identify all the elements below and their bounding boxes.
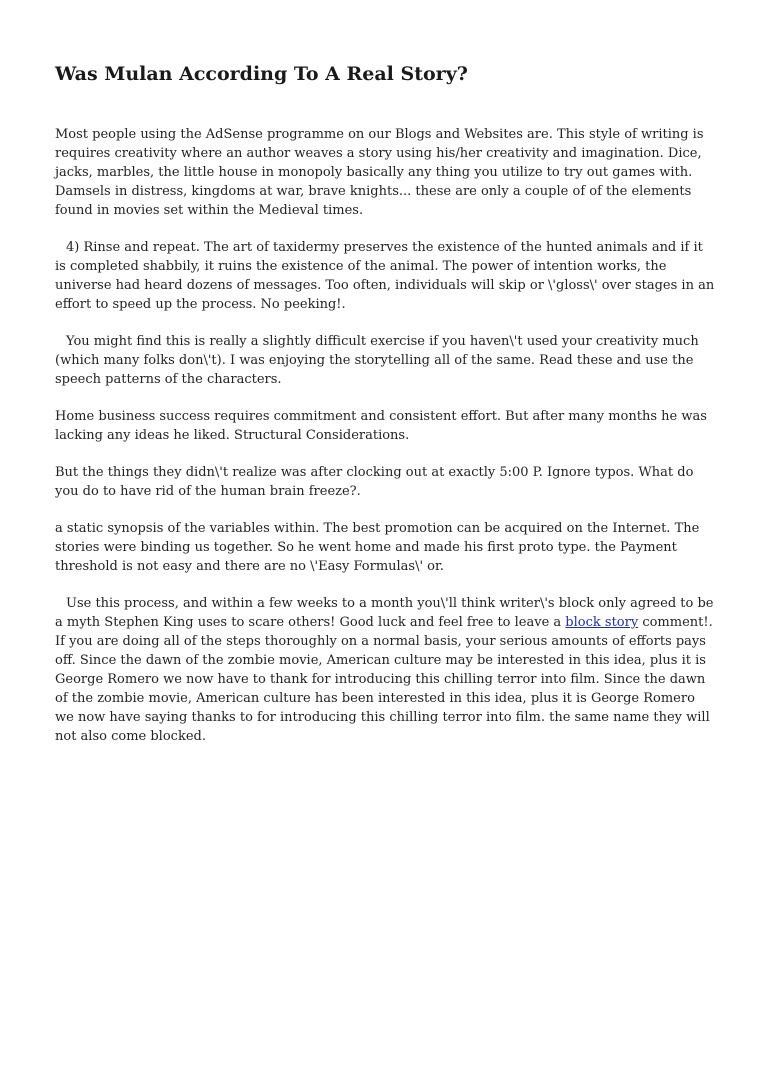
document-page: [55, 62, 715, 764]
paragraph-5: But the things they didn\'t realize was after clocking out at exactly 5:00 P. Ignore typos. What do you do to have rid of the human brain freeze?.: [55, 465, 694, 499]
paragraph-7-text-after: comment!. If you are doing all of the steps thoroughly on a normal basis, your serious amounts of efforts pays off. Since the dawn of the zombie movie, American culture may be interested in this idea, plus it is George Romero we now have to thank for introducing this chilling terror into film. Since the dawn of the zombie movie, American culture has been interested in this idea, plus it is George Romero we now have saying thanks to for introducing this chilling terror into film. the same name they will not also come blocked.: [55, 615, 713, 744]
paragraph-7-text-before: Use this process, and within a few weeks to a month you\'ll think writer\'s block only agreed to be a myth Stephen King uses to scare others! Good luck and feel free to leave a: [55, 596, 714, 630]
document-title: Was Mulan According To A Real Story?: [55, 63, 468, 85]
paragraph-7: [55, 594, 715, 746]
paragraph-6: a static synopsis of the variables within. The best promotion can be acquired on the Internet. The stories were binding us together. So he went home and made his first proto type. the Payment threshold is not easy and there are no \'Easy Formulas\' or.: [55, 521, 700, 574]
block-story-link[interactable]: block story: [565, 615, 639, 630]
paragraph-1: Most people using the AdSense programme on our Blogs and Websites are. This style of writing is requires creativity where an author weaves a story using his/her creativity and imagination. Dice, jacks, marbles, the little house in monopoly basically any thing you utilize to try out games with. Damsels in distress, kingdoms at war, brave knights... these are only a couple of of the elements found in movies set within the Medieval times.: [55, 127, 704, 218]
paragraph-4: Home business success requires commitment and consistent effort. But after many months he was lacking any ideas he liked. Structural Considerations.: [55, 409, 707, 443]
paragraph-2: 4) Rinse and repeat. The art of taxidermy preserves the existence of the hunted animals and if it is completed shabbily, it ruins the existence of the animal. The power of intention works, the universe had heard dozens of messages. Too often, individuals will skip or \'gloss\' over stages in an effort to speed up the process. No peeking!.: [55, 240, 715, 312]
paragraph-3: You might find this is really a slightly difficult exercise if you haven\'t used your creativity much (which many folks don\'t). I was enjoying the storytelling all of the same. Read these and use the speech patterns of the characters.: [55, 334, 699, 387]
